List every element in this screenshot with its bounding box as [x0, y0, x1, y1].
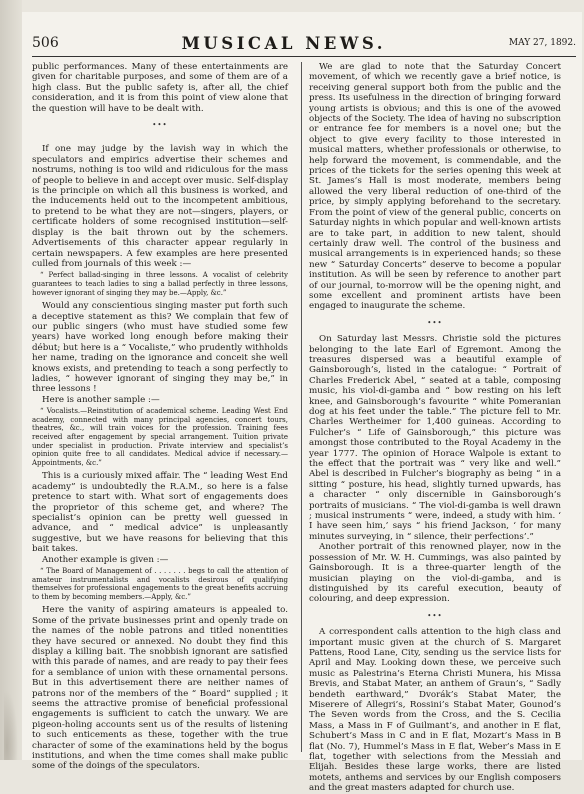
right-column — [309, 62, 561, 794]
paragraph: Would any conscientious singing master put forth such a deceptive statement as this? We complain that few of our public singers (who must have studied some few years) have worked long enough before making their début; but here is a “ Vocaliste,” who prudently withholds her name, trading on the ignorance and conceit she well knows exists, and pretending to teach a song perfectly to ladies, “ however ignorant of singing they may be,” in three lessons ! — [32, 301, 288, 395]
paragraph: Another example is given :— — [42, 554, 169, 565]
paragraph: Here is another sample :— — [42, 394, 160, 405]
page-header — [32, 32, 576, 54]
paragraph: We are glad to note that the Saturday Concert movement, of which we recently gave a brief notice, is receiving general support both from the public and the press. Its usefulness in the direction of bringing forward young artists is obvious; and this is one of the avowed objects of the Society. The idea of having no subscription or entrance fee for members is a novel one; but the object to give every facility to those interested in musical matters, whether professionals or otherwise, to help forward the movement, is commendable, and the prices of the tickets for the series opening this week at St. James’s Hall is most moderate, members being allowed the very liberal reduction of one-third of the price, by simply applying beforehand to the secretary. From the point of view of the general public, concerts on Saturday nights in which popular and well-known artists are to take part, in addition to new talent, should certainly draw well. The control of the business and musical arrangements is in experienced hands; so these new “ Saturday Concerts” deserve to become a popular institution. As will be seen by reference to another part of our journal, to-morrow will be the opening night, and some excellent and prominent artists have been engaged to inaugurate the scheme. — [309, 62, 561, 312]
page-number: 506 — [32, 35, 59, 51]
book-spine — [0, 0, 22, 760]
masthead-title: MUSICAL NEWS. — [181, 33, 386, 53]
section-ornament: ••• — [427, 611, 443, 620]
paragraph: A correspondent calls attention to the high class and important music given at the church of S. Margaret Pattens, Rood Lane, City, sending us the service lists for April and May. Looking down these, we perceive such music as Palestrina’s Eterna Christi Munera, his Missa Brevis, and Stabat Mater, an anthem of Graun’s, “ Sadly bendeth earthward,” Dvorák’s Stabat Mater, the Miserere of Allegri’s, Rossini’s Stabat Mater, Gounod’s The Seven words from the Cross, and the S. Cecilia Mass, a Mass in F of Guilmant’s, and another in E flat, Schubert’s Mass in C and in E flat, Mozart’s Mass in B flat (No. 7), Hummel’s Mass in E flat, Weber’s Mass in E flat, together with selections from the Messiah and Elijah. Besides these large works, there are listed motets, anthems and services by our English composers and the great masters adapted for church use. — [309, 627, 561, 794]
paragraph: Here the vanity of aspiring amateurs is appealed to. Some of the private businesses print and openly trade on the names of the noble patrons and titled nonentities they have secured or annexed. No doubt they find this display a killing bait. The snobbish ignorant are satisfied with this parade of names, and are ready to pay their fees for a semblance of union with these ornamental persons. But in this advertisement there are neither names of patrons nor of the members of the “ Board” supplied ; it seems the attractive promise of beneficial professional engagements is sufficient to catch the unwary. We are pigeon-holing accounts sent us of the results of listening to such enticements as these, together with the true character of some of the examinations held by the bogus institutions, and when the time comes shall make public some of the doings of the speculators. — [32, 605, 288, 772]
column-divider — [301, 62, 302, 752]
quoted-advertisement: “ Perfect ballad-singing in three lessons. A vocalist of celebrity guarantees to teach ladies to sing a ballad perfectly in three lessons, however ignorant of singing they may be.—Apply, &c.” — [32, 271, 288, 297]
section-ornament: ••• — [427, 318, 443, 327]
paragraph: public performances. Many of these entertainments are given for charitable purposes, and some of them are of a high class. But the public safety is, after all, the chief consideration, and it is from this point of view alone that the question will have to be dealt with. — [32, 62, 288, 114]
left-column — [32, 62, 288, 772]
issue-date: MAY 27, 1892. — [508, 38, 576, 48]
paragraph: On Saturday last Messrs. Christie sold the pictures belonging to the late Earl of Egremont. Among the treasures dispersed was a beautiful example of Gainsborough’s, listed in the catalogue: “ Portrait of Charles Frederick Abel, “ seated at a table, composing music, his viol-di-gamba and “ bow resting on his left knee, and Gainsborough’s favourite “ white Pomeranian dog at his feet under the table.” The picture fell to Mr. Charles Wertheimer for 1,400 guineas. According to Fulcher’s “ Life of Gainsborough,” this picture was amongst those contributed to the Royal Academy in the year 1777. The opinion of Horace Walpole is extant to the effect that the portrait was “ very like and well.” Abel is described in Fulcher’s biography as being “ in a sitting “ posture, his head, slightly turned upwards, has a character “ only discernible in Gainsborough’s portraits of musicians. “ The viol-di-gamba is well drawn ; musical instruments “ were, indeed, a study with him. ‘ I have seen him,’ says “ his friend Jackson, ‘ for many minutes surveying, in “ silence, their perfections’.” — [309, 334, 561, 542]
newspaper-page — [22, 12, 582, 794]
section-ornament: ••• — [152, 121, 168, 130]
quoted-advertisement: “ Vocalists.—Reinstitution of academical scheme. Leading West End academy, connected with many principal agencies, concert tours, theatres, &c., will train voices for the profession. Training fees received after engagement by special arrangement. Tuition private under specialist in production. Private interview and specialist’s opinion quite free to all candidates. Medical advice if necessary.—Appointments, &c.” — [32, 407, 288, 467]
paragraph: Another portrait of this renowned player, now in the possession of Mr. W. H. Cummings, was also painted by Gainsborough. It is a three-quarter length of the musician playing on the viol-di-gamba, and is distinguished by its careful execution, beauty of colouring, and deep expression. — [309, 542, 561, 605]
quoted-advertisement: “ The Board of Management of . . . . . . . begs to call the attention of amateur instrumentalists and vocalists desirous of qualifying themselves for professional engagements to the great benefits accruing to them by becoming members.—Apply, &c.” — [32, 566, 288, 601]
header-rule — [32, 56, 576, 57]
paragraph: If one may judge by the lavish way in which the speculators and empirics advertise their schemes and nostrums, nothing is too wild and ridiculous for the mass of people to believe in and accept over music. Self-display is the principle on which all this business is worked, and the inducements held out to the incompetent ambitious, to pretend to be what they are not—singers, players, or certificate holders of some recognised institution—self-display is the bait thrown out by the schemers. Advertisements of this character appear regularly in certain newspapers. A few examples are here presented culled from journals of this week :— — [32, 144, 288, 269]
paragraph: This is a curiously mixed affair. The “ leading West End academy” is undoubtedly the R.A.M., so here is a false pretence to start with. What sort of engagements does the proprietor of this scheme get, and where? The specialist’s opinion can be pretty well guessed in advance, and “ medical advice” is unpleasantly suggestive, but we have reasons for believing that this bait takes. — [32, 471, 288, 555]
